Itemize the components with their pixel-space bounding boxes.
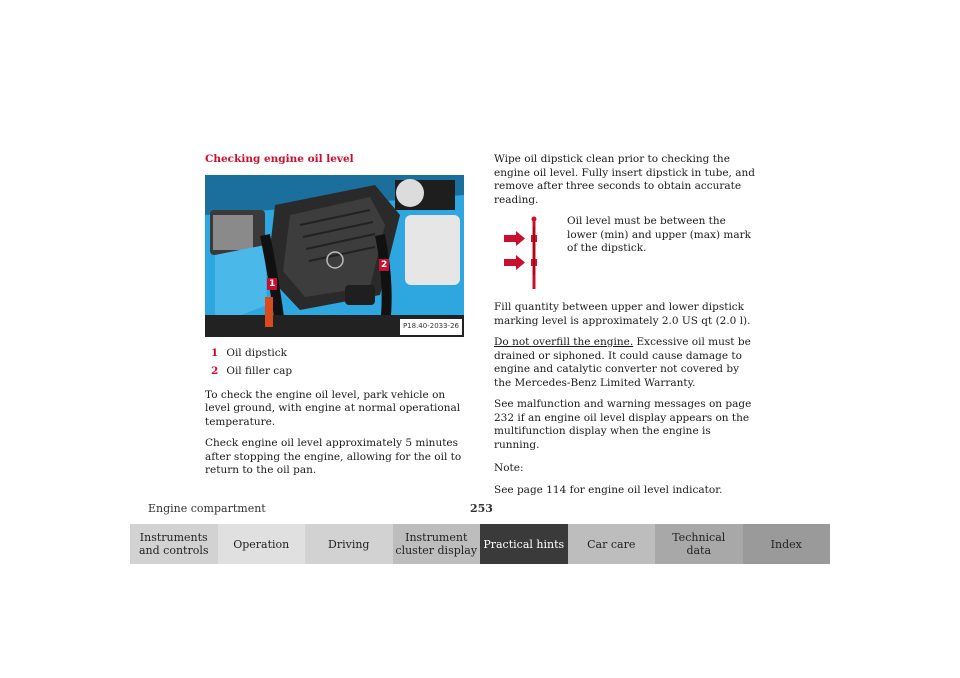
legend-item — [211, 365, 473, 379]
arrow-right-icon — [504, 231, 525, 246]
paragraph-overfill — [494, 336, 756, 390]
legend-label: Oil dipstick — [226, 346, 288, 359]
tab-technical-data[interactable] — [655, 524, 743, 564]
tab-label: Operation — [233, 537, 290, 551]
paragraph-malfunction: See malfunction and warning messages on page 232 if an engine oil level display appears on the multifunction display when the engine is running. — [494, 398, 752, 451]
callout-1: 1 — [269, 278, 276, 289]
arrow-right-icon — [504, 255, 525, 270]
photo-code: P18.40-2033-26 — [400, 319, 462, 335]
paragraph-check-timing: Check engine oil level approximately 5 minutes after stopping the engine, allowing for the oil to return to the oil pan. — [205, 437, 462, 476]
tab-label: Car care — [587, 537, 636, 551]
legend-list — [205, 347, 473, 379]
note-label: Note: — [494, 462, 524, 474]
legend-number: 2 — [211, 365, 219, 377]
tab-label: Instrument cluster display — [395, 531, 478, 557]
tab-car-care[interactable] — [568, 524, 656, 564]
legend-number: 1 — [211, 346, 219, 359]
tab-index[interactable] — [743, 524, 831, 564]
paragraph-fill-quantity: Fill quantity between upper and lower dipstick marking level is approximately 2.0 US qt (2.0 l). — [494, 301, 751, 327]
overfill-warning: Do not overfill the engine. — [494, 336, 634, 348]
overfill-detail: Excessive oil must be drained or siphoned. It could cause damage to engine and catalytic converter not covered by the Mercedes-Benz Limited Warranty. — [494, 336, 751, 389]
right-column — [494, 153, 756, 505]
tab-practical-hints[interactable] — [480, 524, 568, 564]
dipstick-icon — [504, 215, 544, 293]
engine-photo — [205, 175, 464, 337]
tab-driving[interactable] — [305, 524, 393, 564]
legend-label: Oil filler cap — [226, 365, 293, 377]
note-text: See page 114 for engine oil level indicator. — [494, 483, 723, 496]
tab-label: Driving — [328, 537, 370, 551]
engine-illustration — [205, 175, 464, 337]
tab-label: Index — [770, 537, 802, 551]
callout-2: 2 — [381, 259, 388, 270]
paragraph-wipe-dipstick: Wipe oil dipstick clean prior to checking the engine oil level. Fully insert dipstick in tube, and remove after three seconds to obtain accurate reading. — [494, 153, 755, 206]
tab-operation[interactable] — [218, 524, 306, 564]
paragraph-park-vehicle: To check the engine oil level, park vehicle on level ground, with engine at normal operational temperature. — [205, 388, 461, 428]
footer-section-title: Engine compartment — [148, 502, 266, 515]
tab-label: Technical data — [672, 531, 726, 557]
tab-instruments-and-controls[interactable] — [130, 524, 218, 564]
dipstick-caption: Oil level must be between the lower (min) and upper (max) mark of the dipstick. — [567, 215, 751, 254]
left-column — [205, 153, 473, 486]
dipstick-figure — [494, 215, 756, 293]
tab-instrument-cluster-display[interactable] — [393, 524, 481, 564]
tab-label: Practical hints — [483, 537, 565, 551]
tab-label: Instruments and controls — [138, 531, 209, 557]
section-heading: Checking engine oil level — [205, 153, 354, 165]
legend-item — [211, 347, 473, 361]
page-number: 253 — [470, 502, 493, 515]
chapter-nav — [130, 524, 830, 564]
